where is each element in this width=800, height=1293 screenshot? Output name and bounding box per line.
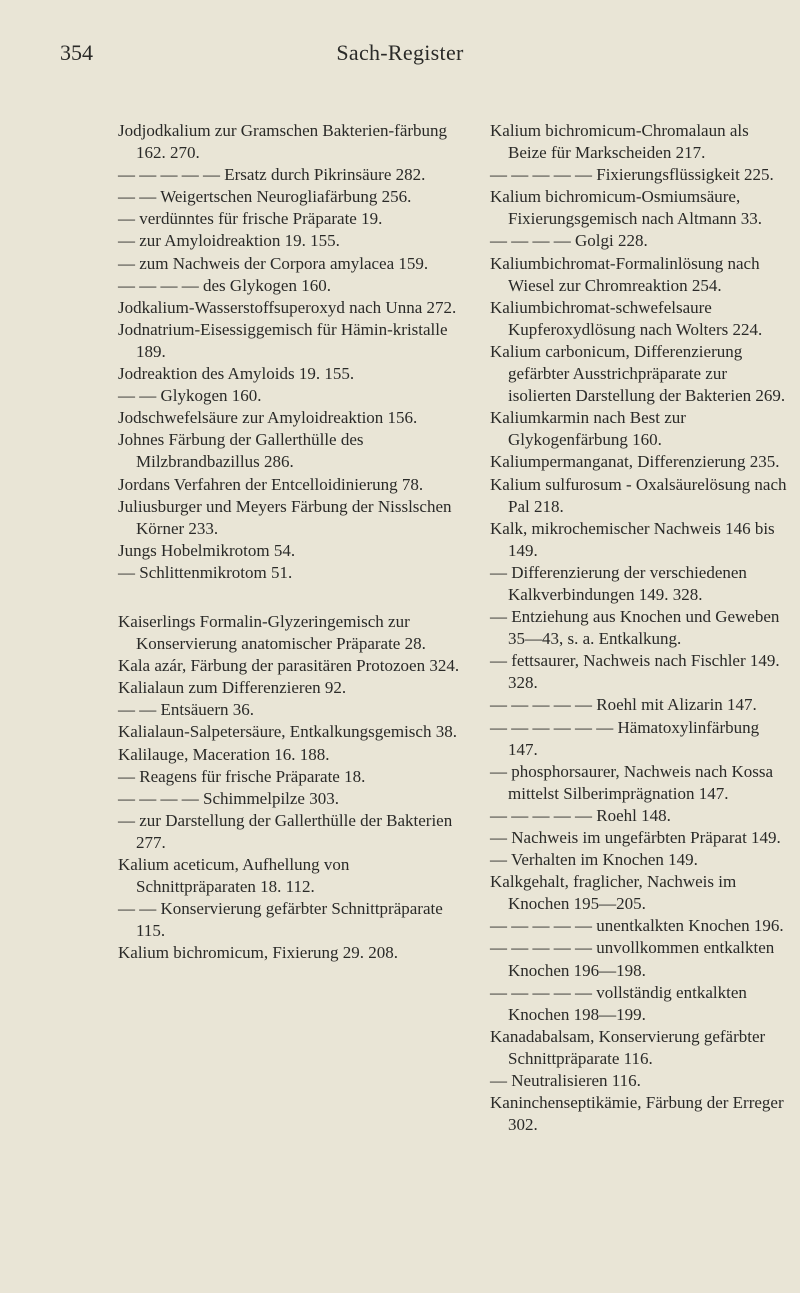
index-entry: — phosphorsaurer, Nachweis nach Kossa mittelst Silberimprägnation 147.: [490, 761, 774, 803]
index-entry: — Neutralisieren 116.: [490, 1071, 641, 1091]
index-entry: — — Konservierung gefärbter Schnittpräparate 115.: [118, 899, 443, 941]
index-entry: — — — — — Roehl 148.: [490, 805, 671, 825]
index-entry: — — — — — Ersatz durch Pikrinsäure 282.: [118, 165, 426, 185]
index-entry: Kalilauge, Maceration 16. 188.: [118, 744, 330, 764]
index-entry: — — Entsäuern 36.: [118, 700, 254, 720]
index-entry: Kalium aceticum, Aufhellung von Schnittpräparaten 18. 112.: [118, 855, 350, 897]
index-entry: Jungs Hobelmikrotom 54.: [118, 540, 296, 560]
index-entry: Kanadabalsam, Konservierung gefärbter Schnittpräparate 116.: [490, 1026, 766, 1068]
page-number: 354: [60, 40, 93, 65]
index-entry: — — — — Golgi 228.: [490, 231, 648, 251]
index-entry: — — — — — Fixierungsflüssigkeit 225.: [490, 165, 774, 185]
index-entry: — — — — Schimmelpilze 303.: [118, 788, 339, 808]
index-entry: Johnes Färbung der Gallerthülle des Milzbrandbazillus 286.: [118, 430, 364, 472]
index-entry: Jodreaktion des Amyloids 19. 155.: [118, 364, 355, 384]
index-entry: — Schlittenmikrotom 51.: [118, 562, 293, 582]
index-entry: Jodjodkalium zur Gramschen Bakterien-färbung 162. 270.: [118, 121, 448, 163]
index-entry: Kaliumkarmin nach Best zur Glykogenfärbung 160.: [490, 408, 686, 450]
index-entry: Kaninchenseptikämie, Färbung der Erreger 302.: [490, 1093, 784, 1135]
index-entry: — — — — — vollständig entkalkten Knochen 198—199.: [490, 982, 747, 1024]
index-entry: Kalium bichromicum, Fixierung 29. 208.: [118, 943, 398, 963]
index-entry: Kalium bichromicum-Osmiumsäure, Fixierungsgemisch nach Altmann 33.: [490, 187, 763, 229]
page-header: [0, 40, 800, 80]
index-entry: Jodnatrium-Eisessiggemisch für Hämin-kristalle 189.: [118, 319, 448, 361]
left-column: [118, 120, 473, 964]
index-entry: Kalk, mikrochemischer Nachweis 146 bis 149.: [490, 518, 775, 560]
index-entry: Kaliumbichromat-Formalinlösung nach Wiesel zur Chromreaktion 254.: [490, 253, 760, 295]
index-entry: — — — — — Roehl mit Alizarin 147.: [490, 695, 757, 715]
index-entry: Jodkalium-Wasserstoffsuperoxyd nach Unna 272.: [118, 297, 457, 317]
index-entry: — — — — — unvollkommen entkalkten Knochen 196—198.: [490, 938, 775, 980]
index-entry: — — Weigertschen Neurogliafärbung 256.: [118, 187, 412, 207]
index-entry: — zum Nachweis der Corpora amylacea 159.: [118, 253, 429, 273]
index-entry: — Reagens für frische Präparate 18.: [118, 766, 366, 786]
index-entry: — Entziehung aus Knochen und Geweben 35—43, s. a. Entkalkung.: [490, 607, 780, 649]
index-entry: Kalkgehalt, fraglicher, Nachweis im Knochen 195—205.: [490, 872, 737, 914]
index-entry: Kaliumbichromat-schwefelsaure Kupferoxydlösung nach Wolters 224.: [490, 297, 763, 339]
index-entry: Kala azár, Färbung der parasitären Protozoen 324.: [118, 656, 460, 676]
running-title: Sach-Register: [336, 40, 464, 65]
index-entry: — Differenzierung der verschiedenen Kalkverbindungen 149. 328.: [490, 562, 747, 604]
index-entry: — fettsaurer, Nachweis nach Fischler 149. 328.: [490, 651, 780, 693]
section-gap: [118, 584, 473, 611]
index-entry: — Verhalten im Knochen 149.: [490, 850, 698, 870]
index-entry: Jodschwefelsäure zur Amyloidreaktion 156.: [118, 408, 418, 428]
index-entry: Kalium sulfurosum - Oxalsäurelösung nach Pal 218.: [490, 474, 787, 516]
index-entry: Kalialaun zum Differenzieren 92.: [118, 678, 347, 698]
index-entry: Kalium carbonicum, Differenzierung gefärbter Ausstrichpräparate zur isolierten Darstellung der Bakterien 269.: [490, 341, 786, 406]
index-entry: Kalium bichromicum-Chromalaun als Beize für Markscheiden 217.: [490, 121, 749, 163]
index-entry: Juliusburger und Meyers Färbung der Nisslschen Körner 233.: [118, 496, 452, 538]
right-column: [490, 120, 790, 1136]
index-entry: Kalialaun-Salpetersäure, Entkalkungsgemisch 38.: [118, 722, 457, 742]
index-entry: — verdünntes für frische Präparate 19.: [118, 209, 383, 229]
index-entry: — — — — — — Hämatoxylinfärbung 147.: [490, 717, 760, 759]
index-entry: Jordans Verfahren der Entcelloidinierung 78.: [118, 474, 424, 494]
index-entry: — Nachweis im ungefärbten Präparat 149.: [490, 828, 781, 847]
index-entry: — — — — des Glykogen 160.: [118, 275, 331, 295]
index-entry: — — — — — unentkalkten Knochen 196.: [490, 916, 784, 936]
index-entry: — zur Amyloidreaktion 19. 155.: [118, 231, 340, 251]
index-entry: Kaiserlings Formalin-Glyzeringemisch zur Konservierung anatomischer Präparate 28.: [118, 611, 426, 654]
index-entry: — — Glykogen 160.: [118, 386, 262, 406]
index-entry: — zur Darstellung der Gallerthülle der Bakterien 277.: [118, 810, 453, 852]
index-entry: Kaliumpermanganat, Differenzierung 235.: [490, 452, 780, 472]
